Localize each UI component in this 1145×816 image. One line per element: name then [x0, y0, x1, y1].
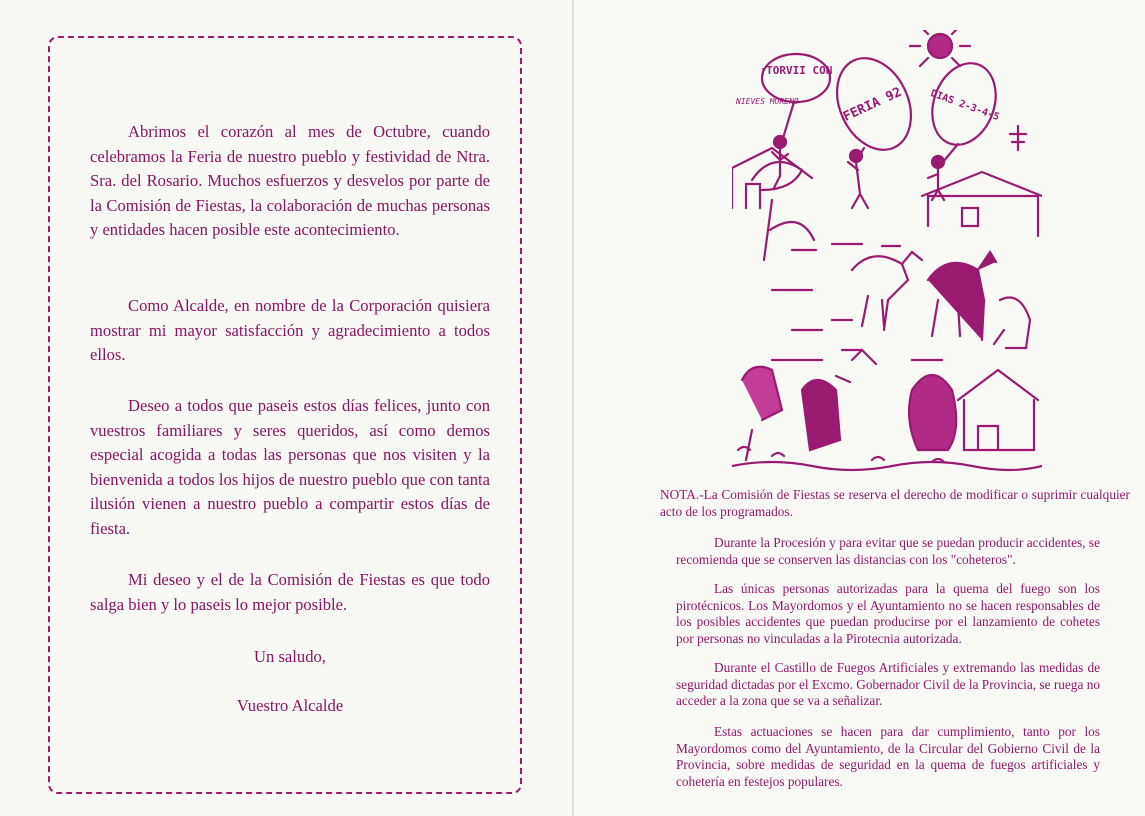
letter-paragraph-1 — [90, 120, 490, 243]
balloon-3-text: DIAS 2-3-4-5 — [929, 88, 1001, 124]
sun-drawing — [910, 30, 970, 66]
page-fold — [572, 0, 574, 816]
note-item-3 — [676, 660, 1100, 710]
fair-illustration — [732, 30, 1042, 476]
letter-greeting: Un saludo, — [254, 647, 326, 666]
note-item-1 — [676, 535, 1100, 568]
balloon-1-text: ¡TORVII CON — [759, 64, 833, 77]
crowd-figure-1 — [742, 367, 782, 460]
note-item-4 — [676, 724, 1100, 790]
donkey-drawing — [852, 252, 922, 330]
letter-paragraph-4-text: Mi deseo y el de la Comisión de Fiestas es que todo salga bien y lo paseis lo mejor posible. — [90, 570, 490, 614]
horse-drawing — [928, 252, 996, 340]
letter-paragraph-3 — [90, 394, 490, 541]
note-item-1-text: Durante la Procesión y para evitar que se puedan producir accidentes, se recomienda que se conserven las distancias con los "coheteros". — [676, 535, 1100, 567]
rider-drawing — [994, 298, 1030, 349]
note-heading: NOTA.-La Comisión de Fiestas se reserva el derecho de modificar o suprimir cualquier acto de los programados. — [660, 487, 1130, 519]
note-item-2 — [676, 581, 1100, 647]
balloon-2-text: FERIA 92 — [840, 84, 905, 125]
letter-paragraph-4 — [90, 568, 490, 617]
note-item-2-text: Las únicas personas autorizadas para la quema del fuego son los pirotécnicos. Los Mayordomos y el Ayuntamiento no se hacen responsables de los posibles accidentes que puedan producirse por el lanzamiento de cohetes por personas no vinculadas a la Pirotecnia autorizada. — [676, 581, 1100, 646]
letter-paragraph-2-text: Como Alcalde, en nombre de la Corporación quisiera mostrar mi mayor satisfacción y agradecimiento a todos ellos. — [90, 296, 490, 364]
child-figure-2 — [848, 162, 868, 208]
balloon-1 — [762, 54, 830, 102]
flamenco-dancer — [909, 375, 956, 450]
letter-paragraph-1-text: Abrimos el corazón al mes de Octubre, cuando celebramos la Feria de nuestro pueblo y festividad de Ntra. Sra. del Rosario. Muchos esfuerzos y desvelos por parte de la Comisión de Fiestas, la colaboración de muchas personas y entidades hacen posible este acontecimiento. — [90, 122, 490, 239]
artist-signature: NIEVES MORENO — [736, 97, 799, 106]
note-item-3-text: Durante el Castillo de Fuegos Artificiales y extremando las medidas de seguridad dictadas por el Excmo. Gobernador Civil de la Provincia, se ruega no acceder a la zona que se va a señalizar. — [676, 660, 1100, 709]
letter-paragraph-3-text: Deseo a todos que paseis estos días felices, junto con vuestros familiares y seres queridos, así como demos especial acogida a todas las personas que nos visiten y la bienvenida a todos los hijos de nuestro pueblo que con tanta ilusión vienen a nuestro pueblo a compartir estos días de fiesta. — [90, 396, 490, 538]
small-dog — [836, 350, 876, 382]
crowd-figure-2 — [802, 380, 840, 450]
note-item-4-text: Estas actuaciones se hacen para dar cumplimiento, tanto por los Mayordomos como del Ayuntamiento, de la Circular del Gobierno Civil de la Provincia, sobre medidas de seguridad en la quema de fuegos artificiales y cohetería en festejos populares. — [676, 724, 1100, 789]
house-right — [922, 172, 1042, 236]
tree — [752, 162, 814, 260]
letter-signature: Vuestro Alcalde — [236, 696, 344, 715]
well-drawing — [958, 370, 1038, 450]
letter-paragraph-2 — [90, 294, 490, 368]
